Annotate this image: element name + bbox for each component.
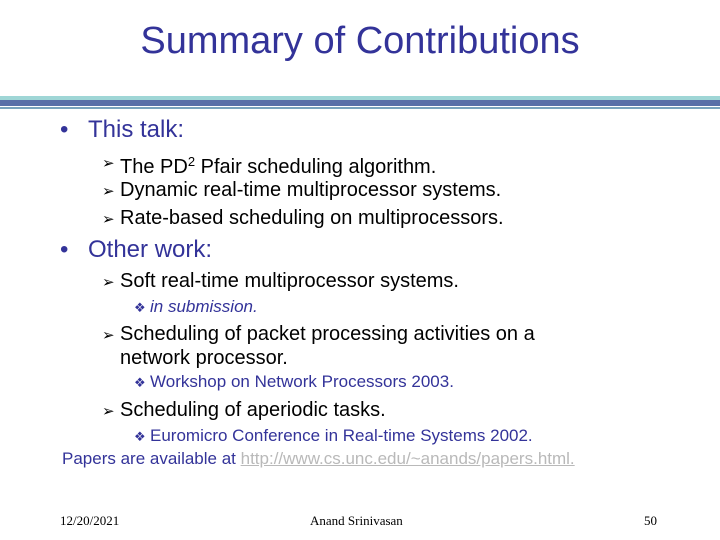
bullet-other-work — [60, 236, 212, 264]
footer-author: Anand Srinivasan — [310, 513, 403, 528]
diamond-bullet-icon: ❖ — [134, 300, 146, 315]
arrow-bullet-icon: ➢ — [102, 274, 115, 291]
arrow-bullet-icon: ➢ — [102, 327, 115, 344]
sub-bullet-text: Rate-based scheduling on multiprocessors. — [120, 207, 504, 229]
footer-date: 12/20/2021 — [60, 513, 120, 528]
papers-link[interactable]: http://www.cs.unc.edu/~anands/papers.html. — [240, 449, 575, 468]
papers-text: Papers are available at — [62, 449, 241, 468]
footer-page-number: 50 — [644, 513, 657, 528]
sub-bullet-packet — [102, 322, 535, 370]
note-text: in submission. — [150, 297, 258, 316]
note-in-submission — [134, 297, 258, 317]
sub-bullet-text: Soft real-time multiprocessor systems. — [120, 270, 459, 292]
arrow-bullet-icon: ➢ — [102, 403, 115, 420]
pd2-superscript: 2 — [187, 154, 196, 169]
note-workshop — [134, 372, 454, 392]
title-rule-thin — [0, 107, 720, 109]
sub-bullet-pd2 — [102, 150, 436, 179]
slide-title: Summary of Contributions — [140, 20, 580, 62]
sub-bullet-line2: network processor. — [120, 347, 288, 369]
arrow-bullet-icon: ➢ — [102, 183, 115, 200]
sub-bullet-dynamic — [102, 178, 501, 204]
diamond-bullet-icon: ❖ — [134, 375, 146, 390]
bullet-label: This talk: — [88, 116, 185, 143]
bullet-dot-icon: • — [60, 236, 69, 263]
arrow-bullet-icon: ➢ — [102, 211, 115, 228]
arrow-bullet-icon: ➢ — [102, 155, 115, 172]
bullet-label: Other work: — [88, 236, 213, 263]
sub-bullet-line1: Scheduling of packet processing activities on a — [120, 323, 535, 345]
papers-line — [62, 449, 575, 469]
title-rule-dark — [0, 100, 720, 106]
bullet-this-talk — [60, 116, 184, 144]
pd2-suffix: Pfair scheduling algorithm. — [195, 156, 437, 178]
sub-bullet-text: Scheduling of aperiodic tasks. — [120, 399, 386, 421]
sub-bullet-rate-based — [102, 206, 504, 232]
note-euromicro — [134, 426, 533, 446]
sub-bullet-text: Dynamic real-time multiprocessor systems. — [120, 179, 502, 201]
pd2-prefix: The PD — [120, 156, 188, 178]
note-text: Workshop on Network Processors 2003. — [150, 372, 454, 391]
sub-bullet-soft-rt — [102, 269, 459, 295]
note-text: Euromicro Conference in Real-time Systems 2002. — [150, 426, 533, 445]
sub-bullet-aperiodic — [102, 398, 386, 424]
diamond-bullet-icon: ❖ — [134, 429, 146, 444]
bullet-dot-icon: • — [60, 116, 69, 143]
